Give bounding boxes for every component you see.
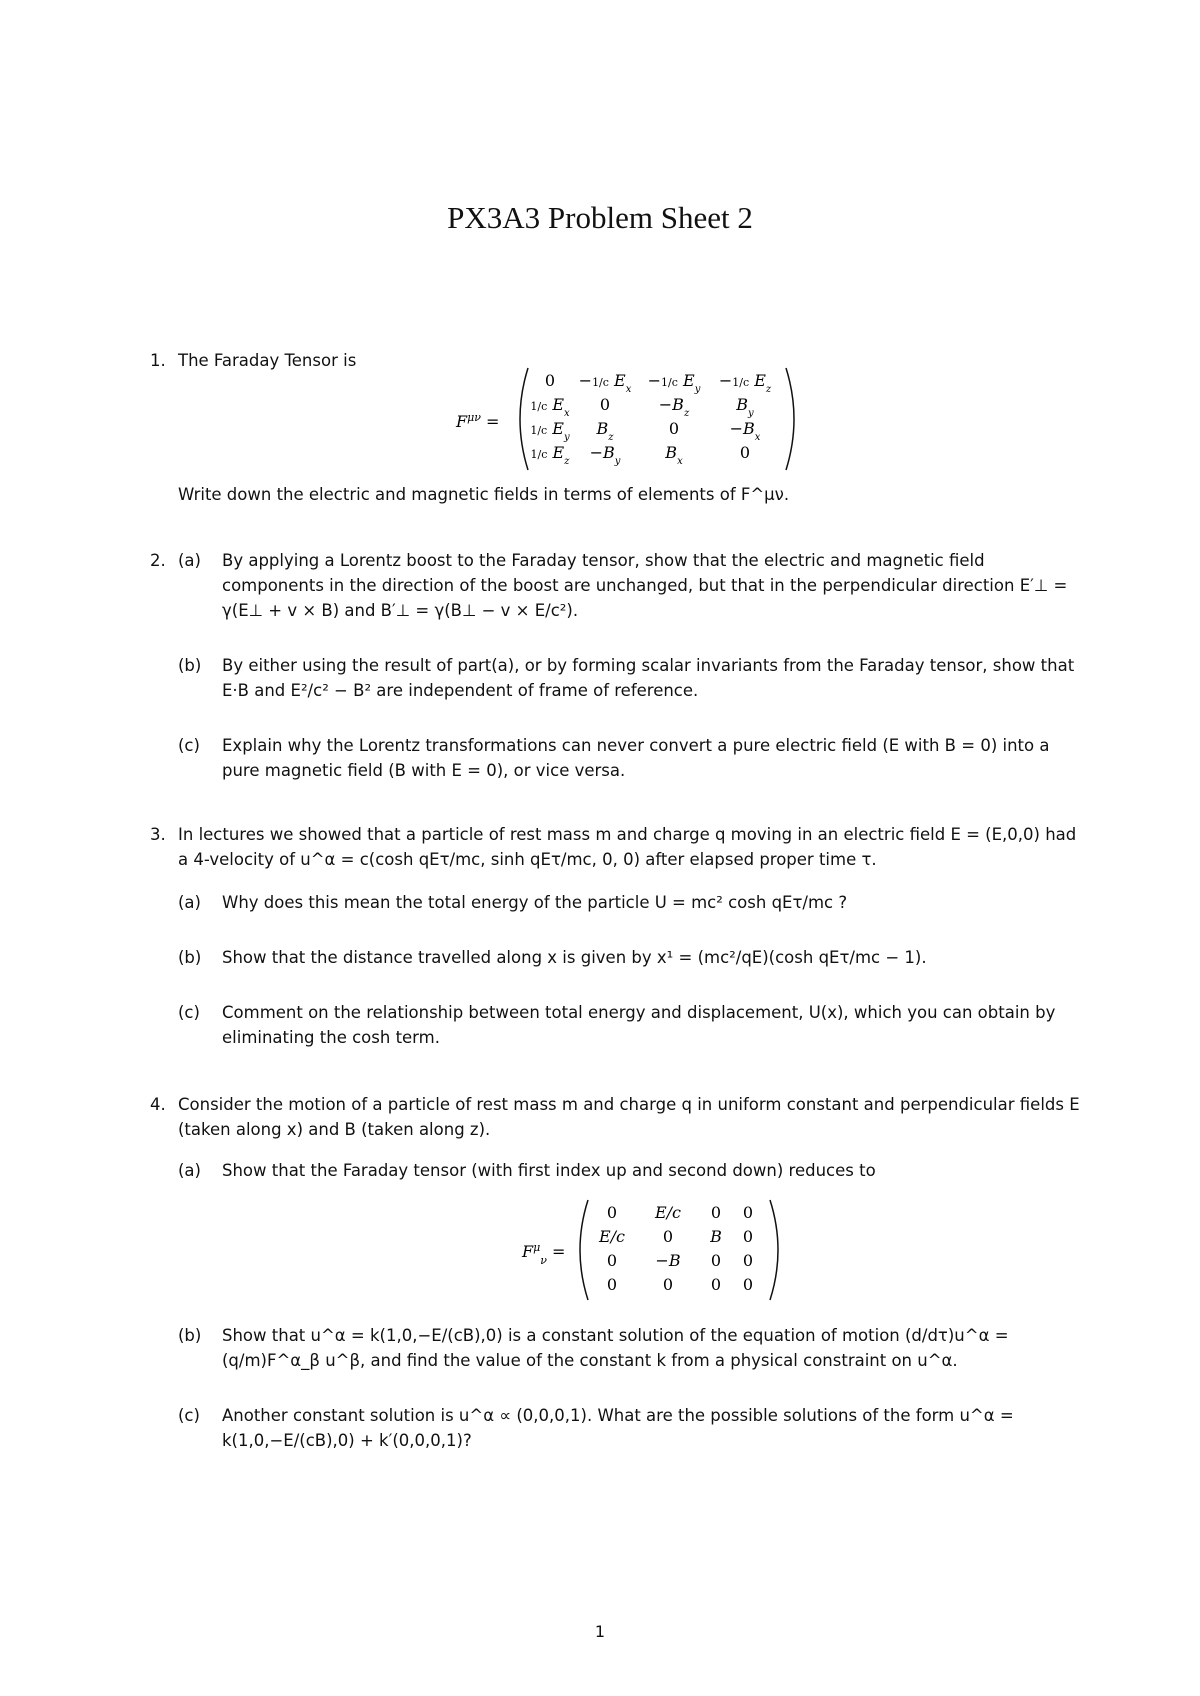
svg-text:−Bx: $-B_x$	[729, 419, 761, 443]
problem-number: 1.	[150, 351, 166, 370]
page-number: 1	[594, 1622, 606, 1641]
problem-question: Write down the electric and magnetic fields in terms of elements of F^μν.	[178, 485, 790, 504]
svg-text:1/c Ez: 1/c $E_z$	[530, 443, 570, 467]
svg-text:0: 0	[668, 419, 680, 438]
svg-text:By: $B_y$	[736, 395, 754, 419]
svg-text:0: 0	[742, 1203, 754, 1222]
svg-text:0: 0	[710, 1251, 722, 1270]
part-text: Explain why the Lorentz transformations can never convert a pure electric field (E with B = 0) into a pure magnetic field (B with E = 0), or vice versa.	[222, 736, 1050, 780]
part-label: (a)	[178, 893, 201, 912]
page-title: PX3A3 Problem Sheet 2	[447, 200, 753, 235]
svg-text:0: 0	[662, 1275, 674, 1294]
problem-3	[150, 822, 1080, 1050]
problem-2	[150, 548, 1080, 783]
part-text: By applying a Lorentz boost to the Faraday tensor, show that the electric and magnetic field components in the direction of the boost are unchanged, but that in the perpendicular direction E′⊥ = γ(E⊥ + v × B) and B′⊥ = γ(B⊥ − v × E/c²).	[222, 551, 1068, 620]
problem-number: 3.	[150, 825, 166, 844]
part-text: Show that the distance travelled along x is given by x¹ = (mc²/qE)(cosh qEτ/mc − 1).	[222, 948, 927, 967]
svg-text:0: 0	[742, 1275, 754, 1294]
problem-4-continued	[150, 1323, 1080, 1453]
svg-text:0: 0	[742, 1251, 754, 1270]
part-label: (b)	[178, 656, 202, 675]
svg-text:0: 0	[544, 371, 556, 390]
part-label: (c)	[178, 736, 200, 755]
problem-part	[178, 653, 1080, 703]
problem-part	[178, 1403, 1080, 1453]
problem-number: 4.	[150, 1095, 166, 1114]
svg-text:0: 0	[599, 395, 611, 414]
svg-text:B: B	[710, 1227, 722, 1246]
svg-text:−By: $-B_y$	[589, 443, 621, 467]
part-label: (a)	[178, 551, 201, 570]
svg-text:0: 0	[662, 1227, 674, 1246]
svg-text:1/c Ex: 1/c $E_x$	[530, 395, 570, 419]
svg-text:−1/c Ex: −1/c $E_x$	[578, 371, 632, 395]
svg-text:0: 0	[606, 1251, 618, 1270]
svg-text:E/c: E/c	[598, 1227, 626, 1246]
problem-part	[178, 733, 1080, 783]
part-text: Show that the Faraday tensor (with first index up and second down) reduces to	[222, 1161, 876, 1180]
svg-text:0: 0	[710, 1275, 722, 1294]
part-label: (a)	[178, 1161, 201, 1180]
svg-text:0: 0	[606, 1203, 618, 1222]
faraday-matrix	[440, 364, 810, 478]
svg-text:Fμν =: $F^\mu_\nu$ =	[522, 1240, 566, 1267]
problem-intro: Consider the motion of a particle of rest mass m and charge q in uniform constant and perpendicular fields E (taken along x) and B (taken along z).	[178, 1095, 1080, 1139]
part-label: (b)	[178, 1326, 202, 1345]
svg-text:0: 0	[742, 1227, 754, 1246]
svg-text:−B: −B	[655, 1251, 681, 1270]
svg-text:0: 0	[710, 1203, 722, 1222]
svg-text:0: 0	[606, 1275, 618, 1294]
problem-intro: In lectures we showed that a particle of rest mass m and charge q moving in an electric field E = (E,0,0) had a 4-velocity of u^α = c(cosh qEτ/mc, sinh qEτ/mc, 0, 0) after elapsed proper time τ.	[178, 825, 1077, 869]
problem-intro: The Faraday Tensor is	[178, 351, 357, 370]
svg-text:−1/c Ey: −1/c $E_y$	[647, 371, 701, 395]
svg-text:Fμν =: $F^{\mu\nu}$ =	[456, 410, 500, 431]
part-label: (b)	[178, 948, 202, 967]
problem-number: 2.	[150, 551, 166, 570]
svg-text:0: 0	[739, 443, 751, 462]
problem-part	[178, 890, 1080, 915]
problem-part	[178, 548, 1080, 623]
part-text: Why does this mean the total energy of the particle U = mc² cosh qEτ/mc ?	[222, 893, 848, 912]
svg-text:Bx: $B_x$	[665, 443, 683, 467]
part-label: (c)	[178, 1406, 200, 1425]
svg-text:−Bz: $-B_z$	[658, 395, 690, 419]
svg-text:E/c: E/c	[654, 1203, 682, 1222]
part-text: Comment on the relationship between total energy and displacement, U(x), which you can obtain by eliminating the cosh term.	[222, 1003, 1056, 1047]
problem-part	[178, 1323, 1080, 1373]
problem-part	[178, 1158, 1080, 1183]
problem-part	[178, 945, 1080, 970]
problem-part	[178, 1000, 1080, 1050]
part-label: (c)	[178, 1003, 200, 1022]
part-text: Another constant solution is u^α ∝ (0,0,0,1). What are the possible solutions of the form u^α = k(1,0,−E/(cB),0) + k′(0,0,0,1)?	[222, 1406, 1014, 1450]
part-text: By either using the result of part(a), or by forming scalar invariants from the Faraday tensor, show that E·B and E²/c² − B² are independent of frame of reference.	[222, 656, 1075, 700]
part-text: Show that u^α = k(1,0,−E/(cB),0) is a constant solution of the equation of motion (d/dτ)u^α = (q/m)F^α_β u^β, and find the value of the constant k from a physical constraint on u^α.	[222, 1326, 1009, 1370]
svg-text:−1/c Ez: −1/c $E_z$	[718, 371, 772, 395]
svg-text:1/c Ey: 1/c $E_y$	[530, 419, 570, 443]
reduced-faraday-matrix	[520, 1196, 790, 1308]
svg-text:Bz: $B_z$	[596, 419, 614, 443]
problem-4	[150, 1092, 1080, 1183]
problem-1-question-block	[150, 482, 1080, 507]
